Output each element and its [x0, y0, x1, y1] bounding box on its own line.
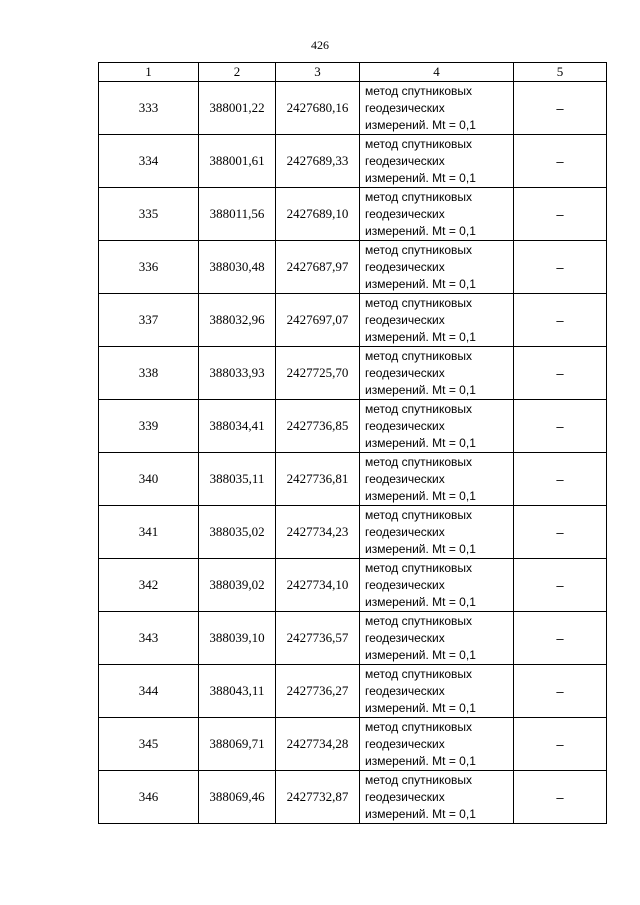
coordinate-y-cell: 2427736,27	[276, 665, 360, 718]
method-line: измерений. Mt = 0,1	[365, 170, 476, 185]
method-line: измерений. Mt = 0,1	[365, 223, 476, 238]
method-line: метод спутниковых	[365, 136, 473, 151]
coordinate-x-cell: 388001,22	[199, 82, 276, 135]
page-number: 426	[311, 38, 329, 52]
method-line: измерений. Mt = 0,1	[365, 753, 476, 768]
method-line: измерений. Mt = 0,1	[365, 594, 476, 609]
coordinate-x-cell: 388039,02	[199, 559, 276, 612]
method-line: метод спутниковых	[365, 83, 473, 98]
method-line: метод спутниковых	[365, 454, 473, 469]
table-row	[99, 241, 607, 294]
header-col-3: 3	[276, 63, 360, 82]
coordinate-x-cell: 388001,61	[199, 135, 276, 188]
method-line: геодезических	[365, 206, 445, 221]
method-line: метод спутниковых	[365, 295, 473, 310]
point-number-cell: 343	[99, 612, 199, 665]
point-number-cell: 335	[99, 188, 199, 241]
table-row	[99, 665, 607, 718]
coordinates-table	[98, 62, 607, 824]
method-cell	[360, 347, 514, 400]
point-number-cell: 336	[99, 241, 199, 294]
header-col-4: 4	[360, 63, 514, 82]
note-cell: –	[514, 559, 607, 612]
coordinate-x-cell: 388035,11	[199, 453, 276, 506]
table-row	[99, 82, 607, 135]
note-cell: –	[514, 135, 607, 188]
note-cell: –	[514, 241, 607, 294]
note-cell: –	[514, 400, 607, 453]
coordinate-y-cell: 2427734,28	[276, 718, 360, 771]
point-number-cell: 341	[99, 506, 199, 559]
coordinate-y-cell: 2427736,81	[276, 453, 360, 506]
method-line: геодезических	[365, 524, 445, 539]
coordinate-y-cell: 2427689,10	[276, 188, 360, 241]
method-line: измерений. Mt = 0,1	[365, 806, 476, 821]
coordinate-x-cell: 388035,02	[199, 506, 276, 559]
table-row	[99, 559, 607, 612]
table-row	[99, 453, 607, 506]
point-number-cell: 339	[99, 400, 199, 453]
method-line: метод спутниковых	[365, 348, 473, 363]
method-line: геодезических	[365, 736, 445, 751]
method-line: метод спутниковых	[365, 613, 473, 628]
note-cell: –	[514, 453, 607, 506]
header-col-1: 1	[99, 63, 199, 82]
note-cell: –	[514, 506, 607, 559]
note-cell: –	[514, 718, 607, 771]
table-header-row	[99, 63, 607, 82]
method-line: геодезических	[365, 683, 445, 698]
point-number-cell: 344	[99, 665, 199, 718]
method-line: метод спутниковых	[365, 507, 473, 522]
method-line: геодезических	[365, 153, 445, 168]
method-line: измерений. Mt = 0,1	[365, 117, 476, 132]
method-line: метод спутниковых	[365, 189, 473, 204]
table-row	[99, 400, 607, 453]
note-cell: –	[514, 347, 607, 400]
point-number-cell: 345	[99, 718, 199, 771]
method-line: измерений. Mt = 0,1	[365, 329, 476, 344]
coordinate-x-cell: 388011,56	[199, 188, 276, 241]
table-row	[99, 294, 607, 347]
method-line: измерений. Mt = 0,1	[365, 435, 476, 450]
method-cell	[360, 453, 514, 506]
table-row	[99, 612, 607, 665]
method-line: геодезических	[365, 100, 445, 115]
method-line: метод спутниковых	[365, 242, 473, 257]
note-cell: –	[514, 82, 607, 135]
coordinate-y-cell: 2427734,23	[276, 506, 360, 559]
point-number-cell: 334	[99, 135, 199, 188]
note-cell: –	[514, 771, 607, 824]
coordinate-y-cell: 2427697,07	[276, 294, 360, 347]
method-line: геодезических	[365, 365, 445, 380]
coordinate-y-cell: 2427687,97	[276, 241, 360, 294]
coordinate-y-cell: 2427725,70	[276, 347, 360, 400]
method-line: метод спутниковых	[365, 560, 473, 575]
method-cell	[360, 771, 514, 824]
coordinate-x-cell: 388043,11	[199, 665, 276, 718]
table-row	[99, 718, 607, 771]
method-line: геодезических	[365, 312, 445, 327]
method-cell	[360, 718, 514, 771]
note-cell: –	[514, 665, 607, 718]
coordinate-x-cell: 388039,10	[199, 612, 276, 665]
method-line: метод спутниковых	[365, 719, 473, 734]
note-cell: –	[514, 188, 607, 241]
method-line: геодезических	[365, 259, 445, 274]
coordinate-y-cell: 2427734,10	[276, 559, 360, 612]
coordinate-x-cell: 388030,48	[199, 241, 276, 294]
table-row	[99, 771, 607, 824]
method-line: измерений. Mt = 0,1	[365, 647, 476, 662]
method-cell	[360, 135, 514, 188]
coordinate-y-cell: 2427736,57	[276, 612, 360, 665]
point-number-cell: 340	[99, 453, 199, 506]
method-cell	[360, 188, 514, 241]
method-line: метод спутниковых	[365, 666, 473, 681]
method-line: метод спутниковых	[365, 772, 473, 787]
point-number-cell: 337	[99, 294, 199, 347]
table-row	[99, 135, 607, 188]
method-line: геодезических	[365, 789, 445, 804]
table-row	[99, 506, 607, 559]
method-line: измерений. Mt = 0,1	[365, 541, 476, 556]
method-cell	[360, 612, 514, 665]
method-line: метод спутниковых	[365, 401, 473, 416]
coordinate-x-cell: 388069,71	[199, 718, 276, 771]
method-line: геодезических	[365, 630, 445, 645]
note-cell: –	[514, 294, 607, 347]
method-cell	[360, 665, 514, 718]
coordinate-x-cell: 388033,93	[199, 347, 276, 400]
table-body	[99, 82, 607, 824]
method-line: геодезических	[365, 577, 445, 592]
header-col-2: 2	[199, 63, 276, 82]
note-cell: –	[514, 612, 607, 665]
method-line: измерений. Mt = 0,1	[365, 276, 476, 291]
method-cell	[360, 241, 514, 294]
coordinate-y-cell: 2427680,16	[276, 82, 360, 135]
coordinate-x-cell: 388069,46	[199, 771, 276, 824]
method-line: измерений. Mt = 0,1	[365, 382, 476, 397]
method-cell	[360, 506, 514, 559]
coordinate-y-cell: 2427736,85	[276, 400, 360, 453]
method-line: геодезических	[365, 471, 445, 486]
point-number-cell: 346	[99, 771, 199, 824]
method-cell	[360, 400, 514, 453]
point-number-cell: 342	[99, 559, 199, 612]
coordinate-x-cell: 388032,96	[199, 294, 276, 347]
coordinate-y-cell: 2427732,87	[276, 771, 360, 824]
point-number-cell: 338	[99, 347, 199, 400]
table-row	[99, 188, 607, 241]
method-line: геодезических	[365, 418, 445, 433]
coordinate-x-cell: 388034,41	[199, 400, 276, 453]
coordinate-y-cell: 2427689,33	[276, 135, 360, 188]
point-number-cell: 333	[99, 82, 199, 135]
method-cell	[360, 82, 514, 135]
method-cell	[360, 294, 514, 347]
method-line: измерений. Mt = 0,1	[365, 488, 476, 503]
header-col-5: 5	[514, 63, 607, 82]
table-row	[99, 347, 607, 400]
method-line: измерений. Mt = 0,1	[365, 700, 476, 715]
method-cell	[360, 559, 514, 612]
